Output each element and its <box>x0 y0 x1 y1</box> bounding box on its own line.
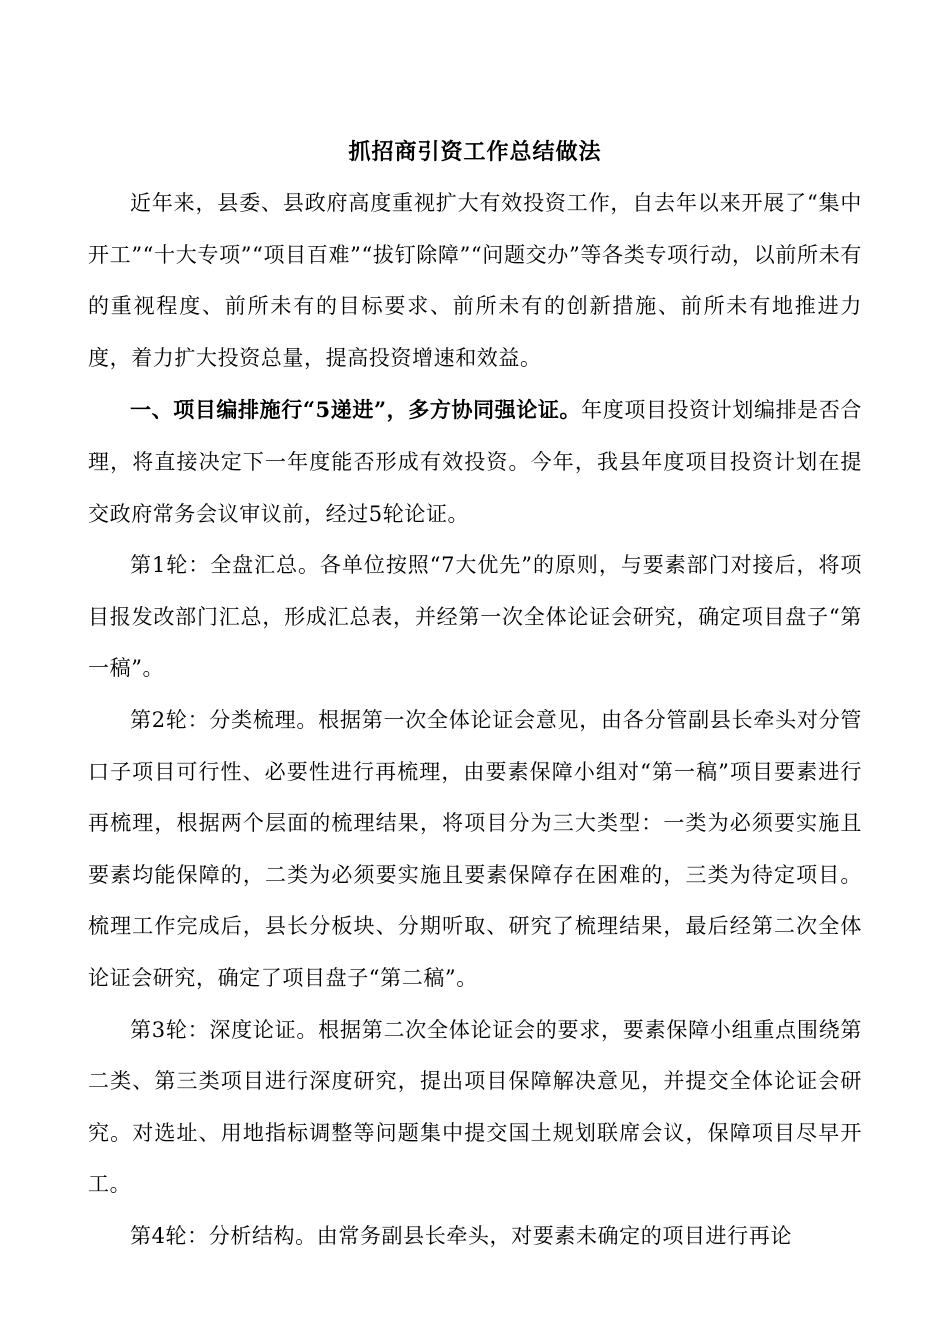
paragraph-round-4 <box>88 1211 862 1263</box>
section-one-heading: 一、项目编排施行“5递进”，多方协同强论证。 <box>130 397 582 423</box>
round-2-text: 第2轮：分类梳理。根据第一次全体论证会意见，由各分管副县长牵头对分管口子项目可行性、必要性进行再梳理，由要素保障小组对“第一稿”项目要素进行再梳理，根据两个层面的梳理结果，将项目分为三大类型：一类为必须要实施且要素均能保障的，二类为必须要实施且要素保障存在困难的，三类为待定项目。梳理工作完成后，县长分板块、分期听取、研究了梳理结果，最后经第二次全体论证会研究，确定了项目盘子“第二稿”。 <box>88 707 862 990</box>
paragraph-round-2 <box>88 695 862 1005</box>
paragraph-intro <box>88 178 862 384</box>
paragraph-round-1 <box>88 540 862 695</box>
paragraph-round-3 <box>88 1005 862 1211</box>
document-page <box>88 126 862 1262</box>
section-one-text: 年度项目投资计划编排是否合理，将直接决定下一年度能否形成有效投资。今年，我县年度项目投资计划在提交政府常务会议审议前，经过5轮论证。 <box>88 398 862 526</box>
document-title: 抓招商引资工作总结做法 <box>348 139 602 165</box>
paragraph-section-one <box>88 384 862 540</box>
round-1-text: 第1轮：全盘汇总。各单位按照“7大优先”的原则，与要素部门对接后，将项目报发改部门汇总，形成汇总表，并经第一次全体论证会研究，确定项目盘子“第一稿”。 <box>88 553 862 681</box>
round-4-text: 第4轮：分析结构。由常务副县长牵头，对要素未确定的项目进行再论 <box>130 1223 792 1248</box>
round-3-text: 第3轮：深度论证。根据第二次全体论证会的要求，要素保障小组重点围绕第二类、第三类项目进行深度研究，提出项目保障解决意见，并提交全体论证会研究。对选址、用地指标调整等问题集中提交国土规划联席会议，保障项目尽早开工。 <box>88 1017 862 1197</box>
paragraph-intro-text: 近年来，县委、县政府高度重视扩大有效投资工作，自去年以来开展了“集中开工”“十大专项”“项目百难”“拔钉除障”“问题交办”等各类专项行动，以前所未有的重视程度、前所未有的目标要求、前所未有的创新措施、前所未有地推进力度，着力扩大投资总量，提高投资增速和效益。 <box>88 191 862 370</box>
